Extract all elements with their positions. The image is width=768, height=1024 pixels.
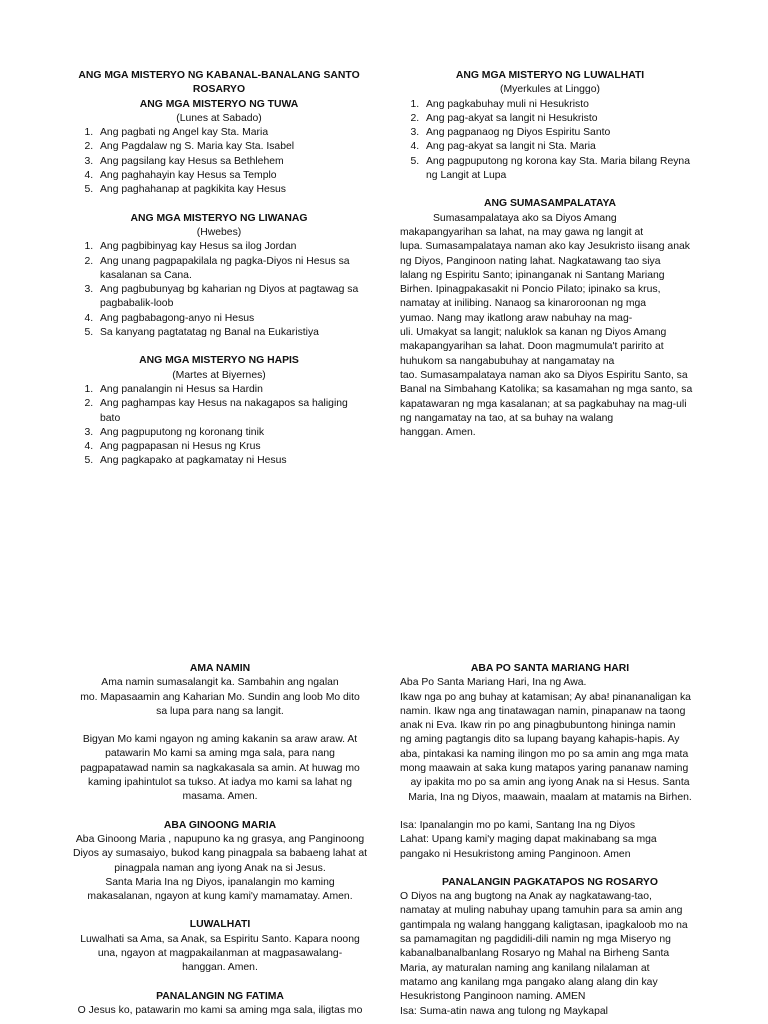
liwanag-list [74, 240, 364, 340]
luwalhati-heading: LUWALHATI [189, 919, 251, 931]
pagkatapos-line: Isa: Suma-atin nawa ang tulong ng Maykapal [400, 1005, 608, 1017]
ama-namin-heading: AMA NAMIN [189, 663, 251, 674]
creed-line: lalang ng Espiritu Santo; ipinanganak ni Santang Mariang [400, 269, 665, 281]
list-item: 4. Ang pag-akyat sa langit ni Sta. Maria [422, 140, 700, 154]
rosary-title-line-1: ANG MGA MISTERYO NG KABANAL-BANALANG SANTO [78, 70, 360, 81]
liwanag-days: (Hwebes) [196, 226, 242, 238]
list-item: 4. Ang paghahayin kay Hesus sa Templo [96, 169, 364, 183]
aba-po-isa: Isa: Ipanalangin mo po kami, Santang Ina ng Diyos [400, 819, 636, 831]
luwalhati-mysteries-heading: ANG MGA MISTERYO NG LUWALHATI [455, 70, 645, 81]
list-item: 3. Ang pagpuputong ng koronang tinik [96, 426, 364, 440]
creed-line: makapangyarihan sa lahat, na may gawa ng langit at [400, 226, 644, 238]
ama-namin-line: masama. Amen. [182, 791, 258, 803]
pagkatapos-line: namatay at muling nabuhay upang tamuhin para sa amin ang [400, 905, 683, 917]
aba-po-lahat: Lahat: Upang kami'y maging dapat makinabang sa mga [400, 834, 657, 846]
pagkatapos-line: matamo ang kanilang mga pangako alang alang din kay [400, 976, 658, 988]
sumasampalataya-text [400, 212, 700, 441]
pagkatapos-line: sa pamamagitan ng pagdidili-dili namin ng mga Miseryo ng [400, 934, 671, 946]
pagkatapos-line: Hesukristong Panginoon naming. AMEN [400, 991, 586, 1003]
list-item: 5. Ang paghahanap at pagkikita kay Hesus [96, 183, 364, 197]
aba-po-line: Aba Po Santa Mariang Hari, Ina ng Awa. [400, 677, 587, 689]
luwalhati-mysteries-days: (Myerkules at Linggo) [500, 84, 600, 96]
hapis-list [74, 383, 364, 469]
aba-po-line: aba, pintakasi ka naming ilingon mo po sa amin ang mga mata [400, 748, 689, 760]
ama-namin-line: mo. Mapasaamin ang Kaharian Mo. Sundin ang loob Mo dito [80, 691, 360, 703]
ama-namin-line: patawarin Mo kami sa aming mga sala, para nang [105, 748, 335, 760]
list-item: 3. Ang pagsilang kay Hesus sa Bethlehem [96, 155, 364, 169]
aba-po-heading: ABA PO SANTA MARIANG HARI [470, 663, 630, 674]
creed-line: ng Diyos, Panginoon nating lahat. Nagkatawang tao siya [400, 255, 661, 267]
list-item: 1. Ang panalangin ni Hesus sa Hardin [96, 383, 364, 397]
creed-line: kapatawaran ng mga kasalanan; at sa pagkabuhay na mag-uli [400, 398, 687, 410]
list-item: 1. Ang pagbibinyag kay Hesus sa ilog Jordan [96, 240, 364, 254]
creed-line: Banal na Simbahang Katolika; sa kasamahan ng mga santo, sa [400, 384, 693, 396]
aba-ginoong-maria-line: pinagpala naman ang iyong Anak na si Jesus. [114, 862, 326, 874]
pagkatapos-line: Maria, ay maturalan naming ang kanilang nilalaman at [400, 962, 650, 974]
top-left-column [74, 69, 364, 469]
luwalhati-line: Luwalhati sa Ama, sa Anak, sa Espiritu Santo. Kapara noong [80, 933, 360, 945]
list-item: 5. Sa kanyang pagtatatag ng Banal na Eukaristiya [96, 326, 364, 340]
list-item: 3. Ang pagbubunyag bg kaharian ng Diyos at pagtawag sa pagbabalik-loob [96, 283, 364, 312]
aba-po-line: anak ni Eva. Ikaw rin po ang pinagbubuntong hininga namin [400, 720, 676, 732]
tuwa-days: (Lunes at Sabado) [176, 112, 262, 124]
creed-line: Birhen. Ipinagpakasakit ni Poncio Pilato; ipinako sa krus, [400, 284, 661, 296]
aba-ginoong-maria-line: Diyos ay sumasaiyo, bukod kang pinagpala sa babaeng lahat at [72, 848, 368, 860]
aba-po-line: mong maawain at saka kung matapos yaring pananaw naming [400, 763, 689, 775]
creed-line: makapangyarihan sa lahat. Doon magmumula't paririto at [400, 341, 664, 353]
list-item: 3. Ang pagpanaog ng Diyos Espiritu Santo [422, 126, 700, 140]
ama-namin-line: pagpapatawad namin sa nagkakasala sa amin. At huwag mo [80, 762, 360, 774]
tuwa-list [74, 126, 364, 197]
aba-po-lahat: pangako ni Hesukristong aming Panginoon. Amen [400, 848, 631, 860]
list-item: 5. Ang pagkapako at pagkamatay ni Hesus [96, 454, 364, 468]
creed-line: Sumasampalataya ako sa Diyos Amang [433, 212, 617, 224]
list-item: 5. Ang pagpuputong ng korona kay Sta. Maria bilang Reyna ng Langit at Lupa [422, 155, 700, 184]
aba-po-line: ng aming pagtangis dito sa lupang bayang kahapis-hapis. Ay [400, 734, 680, 746]
creed-line: namatay at inilibing. Nanaog sa kinaroroonan ng mga [400, 298, 647, 310]
pagkatapos-heading: PANALANGIN PAGKATAPOS NG ROSARYO [442, 876, 658, 888]
aba-ginoong-maria-line: makasalanan, ngayon at kung kami'y mamamatay. Amen. [87, 891, 353, 903]
list-item: 1. Ang pagkabuhay muli ni Hesukristo [422, 98, 700, 112]
aba-po-line: Maria, Ina ng Diyos, maawain, maalam at matamis na Birhen. [408, 791, 692, 803]
list-item: 4. Ang pagpapasan ni Hesus ng Krus [96, 440, 364, 454]
top-right-column [400, 69, 700, 440]
list-item: 2. Ang pag-akyat sa langit ni Hesukristo [422, 112, 700, 126]
aba-po-line: namin. Ikaw nga ang tinatawagan namin, pinapanaw na taong [400, 705, 686, 717]
fatima-line: O Jesus ko, patawarin mo kami sa aming mga sala, iligtas mo [77, 1004, 363, 1016]
luwalhati-mysteries-list [400, 98, 700, 184]
sumasampalataya-heading: ANG SUMASAMPALATAYA [483, 198, 616, 210]
pagkatapos-line: kabanalbanalbanlang Rosaryo ng Mahal na Birheng Santa [400, 948, 670, 960]
luwalhati-line: hanggan. Amen. [182, 962, 258, 974]
ama-namin-line: kaming ipahintulot sa tukso. At iadya mo kami sa lahat ng [88, 777, 352, 789]
list-item: 2. Ang Pagdalaw ng S. Maria kay Sta. Isabel [96, 140, 364, 154]
tuwa-heading: ANG MGA MISTERYO NG TUWA [139, 98, 299, 110]
creed-line: yumao. Nang may ikatlong araw nabuhay na mag- [400, 312, 633, 324]
aba-ginoong-maria-line: Santa Maria Ina ng Diyos, ipanalangin mo kaming [105, 876, 335, 888]
aba-po-line: Ikaw nga po ang buhay at katamisan; Ay aba! pinananaligan ka [400, 691, 691, 703]
aba-po-line: ay ipakita mo po sa amin ang iyong Anak na si Hesus. Santa [410, 777, 690, 789]
pagkatapos-line: O Diyos na ang bugtong na Anak ay nagkatawang-tao, [400, 891, 652, 903]
creed-line: tao. Sumasampalataya naman ako sa Diyos Espiritu Santo, sa [400, 369, 688, 381]
list-item: 4. Ang pagbabagong-anyo ni Hesus [96, 312, 364, 326]
aba-ginoong-maria-line: Aba Ginoong Maria , napupuno ka ng grasya, ang Panginoong [75, 833, 365, 845]
creed-line: lupa. Sumasampalataya naman ako kay Jesukristo iisang anak [400, 241, 690, 253]
ama-namin-line: sa lupa para nang sa langit. [156, 705, 284, 717]
luwalhati-line: una, ngayon at magpakailanman at magpasawalang- [97, 948, 343, 960]
hapis-days: (Martes at Biyernes) [172, 369, 266, 381]
list-item: 1. Ang pagbati ng Angel kay Sta. Maria [96, 126, 364, 140]
fatima-heading: PANALANGIN NG FATIMA [156, 990, 284, 1002]
list-item: 2. Ang paghampas kay Hesus na nakagapos sa haliging bato [96, 397, 364, 426]
ama-namin-line: Bigyan Mo kami ngayon ng aming kakanin sa araw araw. At [82, 734, 358, 746]
creed-line: huhukom sa nangabubuhay at nangamatay na [400, 355, 615, 367]
creed-line: uli. Umakyat sa langit; naluklok sa kanan ng Diyos Amang [400, 327, 667, 339]
list-item: 2. Ang unang pagpapakilala ng pagka-Diyos ni Hesus sa kasalanan sa Cana. [96, 255, 364, 284]
rosary-title-line-2: ROSARYO [192, 84, 246, 96]
bottom-right-column [400, 662, 700, 1019]
hapis-heading: ANG MGA MISTERYO NG HAPIS [139, 355, 299, 367]
creed-line: hanggan. Amen. [400, 427, 476, 439]
liwanag-heading: ANG MGA MISTERYO NG LIWANAG [130, 212, 308, 224]
creed-line: ng nangamatay na tao, at sa buhay na walang [400, 412, 614, 424]
aba-ginoong-maria-heading: ABA GINOONG MARIA [163, 819, 277, 831]
bottom-left-column [70, 662, 370, 1018]
pagkatapos-line: gantimpala ng walang hanggang kaligtasan, ipagkaloob mo na [400, 919, 688, 931]
ama-namin-line: Ama namin sumasalangit ka. Sambahin ang ngalan [101, 677, 339, 689]
